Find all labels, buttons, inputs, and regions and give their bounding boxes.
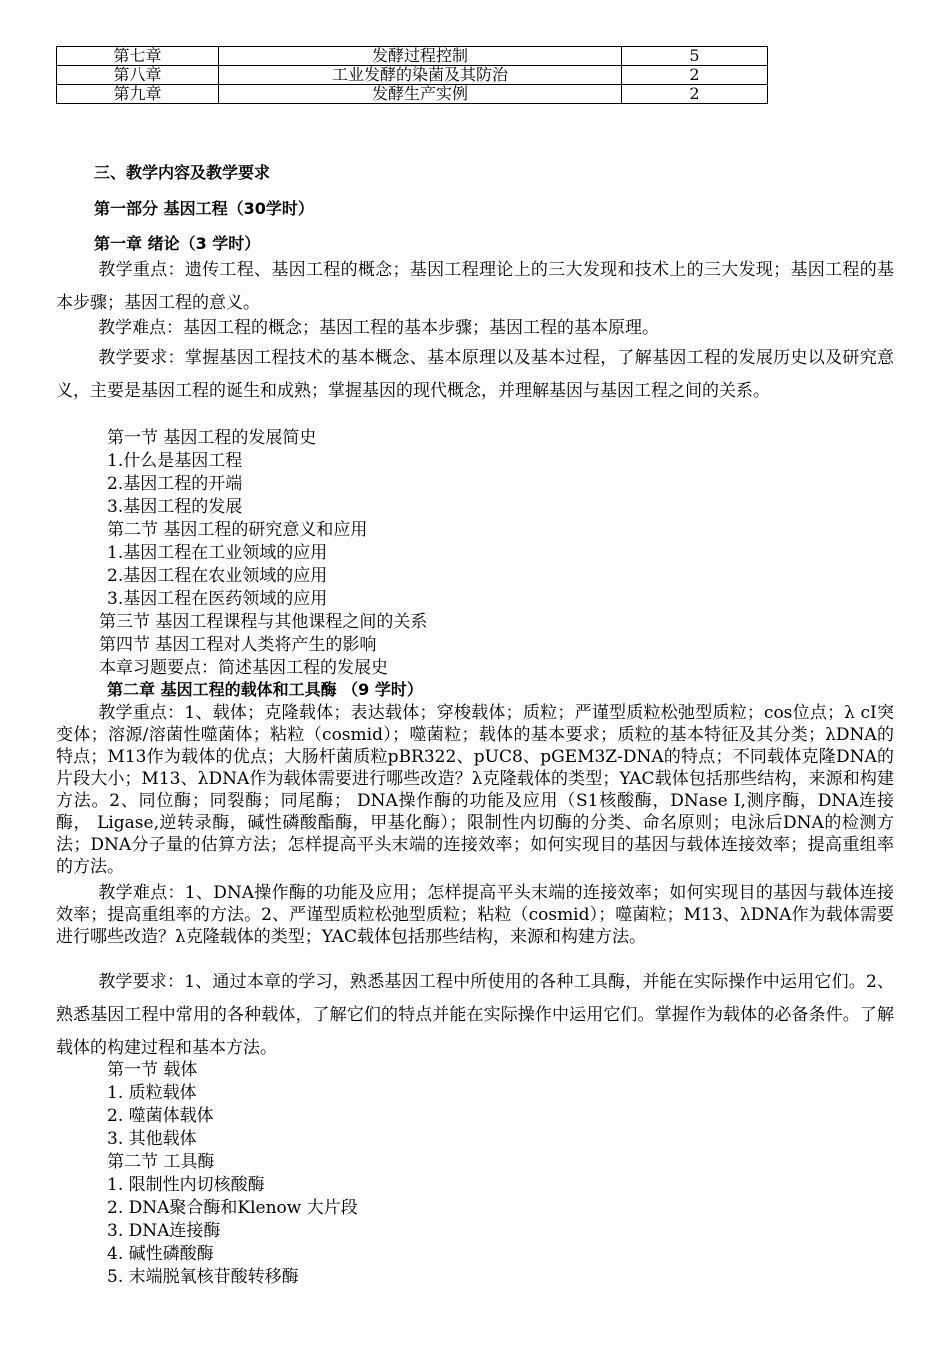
outline-item: 第三节 基因工程课程与其他课程之间的关系 [99,612,428,632]
outline-item: 第一节 载体 [107,1060,198,1080]
chapter-1-requirement [56,342,894,408]
table-row [57,66,768,85]
outline-item: 1. 质粒载体 [107,1083,197,1103]
chapter-1-focus-text: 教学重点：遗传工程、基因工程的概念；基因工程理论上的三大发现和技术上的三大发现；基因工程的基本步骤；基因工程的意义。 [56,260,894,313]
chapter-2-requirement [56,966,894,1065]
chapter-1-difficulty-text: 教学难点：基因工程的概念；基因工程的基本步骤；基因工程的基本原理。 [98,318,659,338]
outline-item: 1.什么是基因工程 [107,451,243,471]
section-heading: 三、教学内容及教学要求 [94,163,271,182]
outline-item: 5. 末端脱氧核苷酸转移酶 [107,1267,299,1287]
chapter-2-difficulty [56,882,894,948]
part-heading: 第一部分 基因工程（30学时） [94,199,314,218]
table-cell-title: 发酵生产实例 [219,85,622,104]
chapter-2-requirement-text: 教学要求：1、通过本章的学习，熟悉基因工程中所使用的各种工具酶，并能在实际操作中运用它们。2、熟悉基因工程中常用的各种载体，了解它们的特点并能在实际操作中运用它们。掌握作为载体的必备条件。了解载体的构建过程和基本方法。 [56,972,894,1058]
chapter-1-heading: 第一章 绪论（3 学时） [94,234,261,253]
outline-item: 1. 限制性内切核酸酶 [107,1175,265,1195]
chapter-1-requirement-text: 教学要求：掌握基因工程技术的基本概念、基本原理以及基本过程，了解基因工程的发展历史以及研究意义，主要是基因工程的诞生和成熟；掌握基因的现代概念，并理解基因与基因工程之间的关系。 [56,348,894,401]
outline-item: 4. 碱性磷酸酶 [107,1244,214,1264]
outline-item: 3.基因工程的发展 [107,497,243,517]
table-cell-title: 发酵过程控制 [219,47,622,66]
chapter-hours-table [56,46,768,104]
outline-item: 2. 噬菌体载体 [107,1106,214,1126]
chapter-2-focus [56,702,894,878]
outline-item: 2.基因工程在农业领域的应用 [107,566,328,586]
table-cell-chapter: 第九章 [57,85,219,104]
outline-item: 1.基因工程在工业领域的应用 [107,543,328,563]
chapter-2-focus-text: 教学重点：1、载体；克隆载体；表达载体；穿梭载体；质粒；严谨型质粒松弛型质粒；cos位点；λ cI突变体；溶源/溶菌性噬菌体；粘粒（cosmid）；噬菌粒；载体的基本要求；质粒的基本特征及其分类；λDNA的特点；M13作为载体的优点；大肠杆菌质粒pBR322、pUC8、pGEM3Z-DNA的特点；不同载体克隆DNA的片段大小；M13、λDNA作为载体需要进行哪些改造？λ克隆载体的类型；YAC载体包括那些结构，来源和构建方法。2、同位酶；同裂酶；同尾酶； DNA操作酶的功能及应用（S1核酸酶，DNase I,测序酶，DNA连接酶， Ligase,逆转录酶，碱性磷酸酯酶，甲基化酶）；限制性内切酶的分类、命名原则；电泳后DNA的检测方法；DNA分子量的估算方法；怎样提高平头末端的连接效率；如何实现目的基因与载体连接效率；提高重组率的方法。 [56,703,894,877]
chapter-2-heading: 第二章 基因工程的载体和工具酶 （9 学时） [107,680,423,699]
outline-item: 3.基因工程在医药领域的应用 [107,589,328,609]
table-cell-chapter: 第七章 [57,47,219,66]
outline-item: 第二节 基因工程的研究意义和应用 [107,520,368,540]
table-row [57,85,768,104]
outline-item: 2. DNA聚合酶和Klenow 大片段 [107,1198,358,1218]
table-cell-hours: 2 [622,66,768,85]
chapter-2-difficulty-text: 教学难点：1、DNA操作酶的功能及应用；怎样提高平头末端的连接效率；如何实现目的基因与载体连接效率；提高重组率的方法。2、严谨型质粒松弛型质粒；粘粒（cosmid）；噬菌粒；M13、λDNA作为载体需要进行哪些改造？λ克隆载体的类型；YAC载体包括那些结构，来源和构建方法。 [56,883,894,947]
outline-item: 3. DNA连接酶 [107,1221,221,1241]
table-row [57,47,768,66]
outline-item: 第四节 基因工程对人类将产生的影响 [99,635,377,655]
table-cell-chapter: 第八章 [57,66,219,85]
outline-item: 本章习题要点：简述基因工程的发展史 [99,658,388,678]
outline-item: 第二节 工具酶 [107,1152,215,1172]
chapter-1-focus [56,254,894,320]
table-cell-title: 工业发酵的染菌及其防治 [219,66,622,85]
outline-item: 第一节 基因工程的发展简史 [107,428,317,448]
table-cell-hours: 2 [622,85,768,104]
outline-item: 2.基因工程的开端 [107,474,243,494]
outline-item: 3. 其他载体 [107,1129,197,1149]
chapter-1-difficulty [56,312,894,345]
table-cell-hours: 5 [622,47,768,66]
